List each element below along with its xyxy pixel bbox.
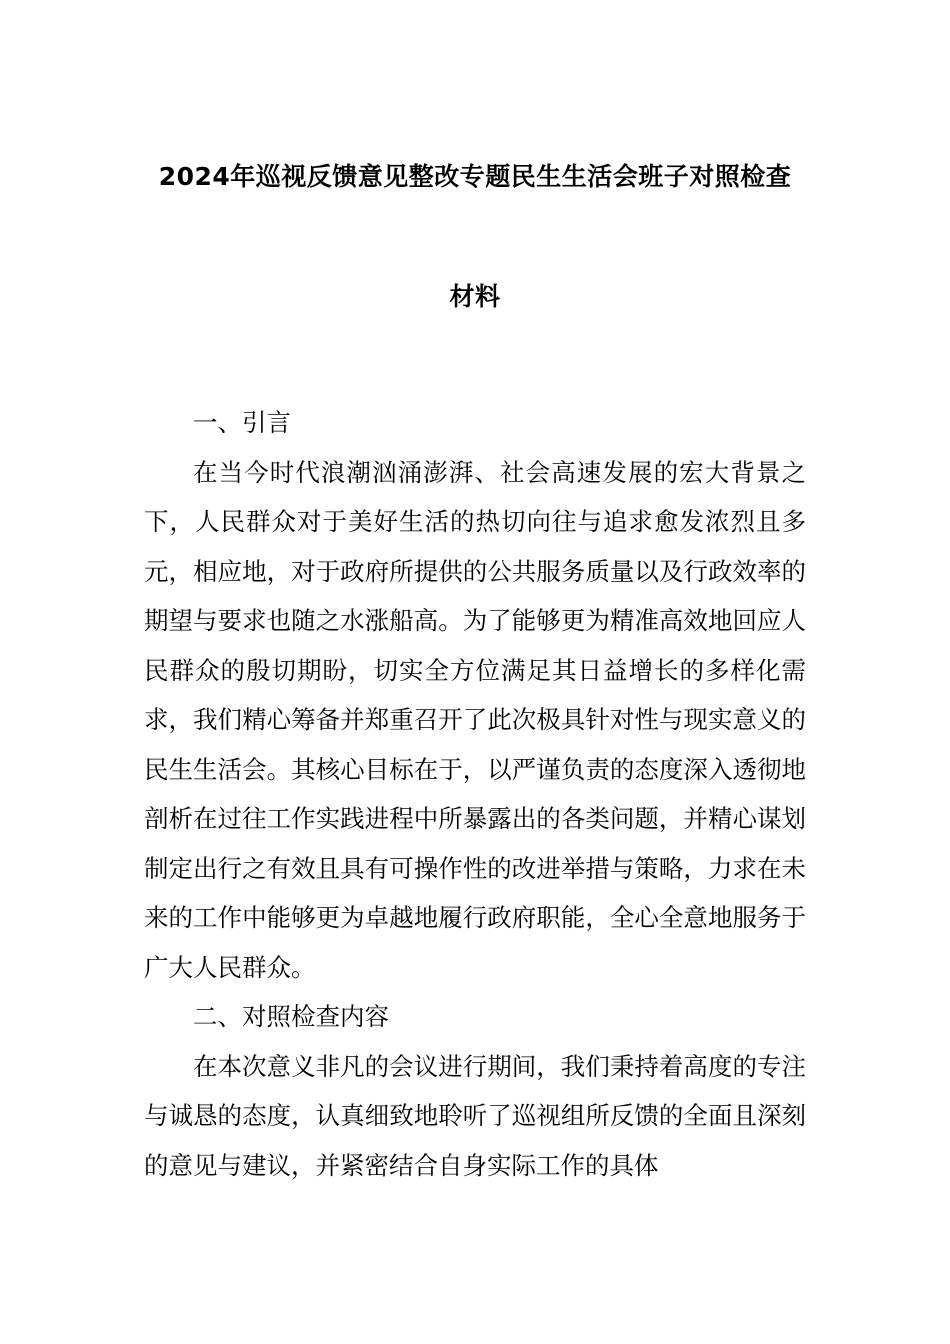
section-2-heading: 二、对照检查内容	[193, 1002, 389, 1031]
document-title-line-1: 2024年巡视反馈意见整改专题民生生活会班子对照检查	[158, 162, 792, 191]
section-1-heading: 一、引言	[193, 408, 291, 437]
document-body	[144, 398, 806, 1190]
section-1-paragraph: 在当今时代浪潮汹涌澎湃、社会高速发展的宏大背景之下，人民群众对于美好生活的热切向往与追求愈发浓烈且多元，相应地，对于政府所提供的公共服务质量以及行政效率的期望与要求也随之水涨船高。为了能够更为精准高效地回应人民群众的殷切期盼，切实全方位满足其日益增长的多样化需求，我们精心筹备并郑重召开了此次极具针对性与现实意义的民生生活会。其核心目标在于，以严谨负责的态度深入透彻地剖析在过往工作实践进程中所暴露出的各类问题，并精心谋划制定出行之有效且具有可操作性的改进举措与策略，力求在未来的工作中能够更为卓越地履行政府职能，全心全意地服务于广大人民群众。	[144, 457, 806, 982]
document-title-line-2: 材料	[449, 282, 501, 311]
section-2-paragraph: 在本次意义非凡的会议进行期间，我们秉持着高度的专注与诚恳的态度，认真细致地聆听了巡视组所反馈的全面且深刻的意见与建议，并紧密结合自身实际工作的具体	[144, 1051, 806, 1180]
